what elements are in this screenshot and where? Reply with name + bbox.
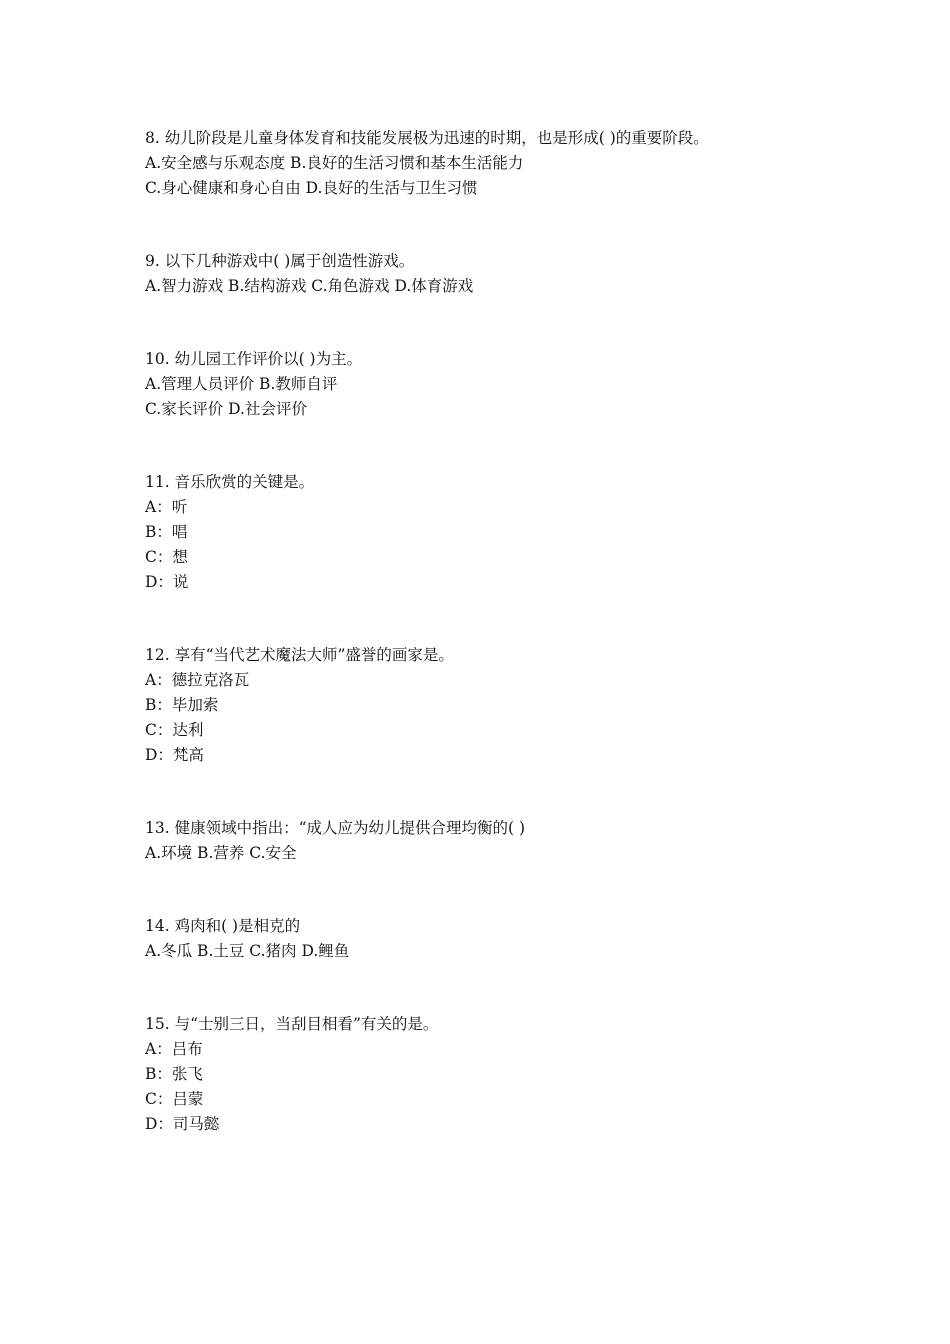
question-14 <box>145 914 845 964</box>
question-stem: 9. 以下几种游戏中( )属于创造性游戏。 <box>145 252 415 270</box>
question-option: B：唱 <box>145 523 188 541</box>
question-stem: 13. 健康领域中指出：“成人应为幼儿提供合理均衡的( ) <box>145 819 526 837</box>
question-stem: 15. 与“士别三日，当刮目相看”有关的是。 <box>145 1015 439 1033</box>
question-option: C：想 <box>145 548 188 566</box>
question-option: B：张飞 <box>145 1065 203 1083</box>
question-option: C.身心健康和身心自由 D.良好的生活与卫生习惯 <box>145 179 478 197</box>
question-option: D：司马懿 <box>145 1115 220 1133</box>
question-10 <box>145 347 845 422</box>
question-option: B：毕加索 <box>145 696 219 714</box>
question-12 <box>145 643 845 768</box>
question-stem: 8. 幼儿阶段是儿童身体发育和技能发展极为迅速的时期，也是形成( )的重要阶段。 <box>145 129 709 147</box>
question-option: A.冬瓜 B.土豆 C.猪肉 D.鲤鱼 <box>145 942 350 960</box>
question-stem: 12. 享有“当代艺术魔法大师”盛誉的画家是。 <box>145 646 454 664</box>
question-list <box>145 126 845 1185</box>
question-9 <box>145 249 845 299</box>
question-11 <box>145 470 845 595</box>
question-option: A.安全感与乐观态度 B.良好的生活习惯和基本生活能力 <box>145 154 524 172</box>
question-option: A.智力游戏 B.结构游戏 C.角色游戏 D.体育游戏 <box>145 277 474 295</box>
question-stem: 10. 幼儿园工作评价以( )为主。 <box>145 350 363 368</box>
question-option: A：听 <box>145 498 188 516</box>
question-option: D：说 <box>145 573 189 591</box>
question-option: C：吕蒙 <box>145 1090 204 1108</box>
question-option: A：德拉克洛瓦 <box>145 671 250 689</box>
question-15 <box>145 1012 845 1137</box>
question-option: D：梵高 <box>145 746 204 764</box>
question-option: C：达利 <box>145 721 204 739</box>
question-stem: 11. 音乐欣赏的关键是。 <box>145 473 315 491</box>
question-13 <box>145 816 845 866</box>
question-stem: 14. 鸡肉和( )是相克的 <box>145 917 301 935</box>
question-option: A.环境 B.营养 C.安全 <box>145 844 297 862</box>
question-option: A：吕布 <box>145 1040 203 1058</box>
question-8 <box>145 126 845 201</box>
question-option: C.家长评价 D.社会评价 <box>145 400 307 418</box>
question-option: A.管理人员评价 B.教师自评 <box>145 375 338 393</box>
